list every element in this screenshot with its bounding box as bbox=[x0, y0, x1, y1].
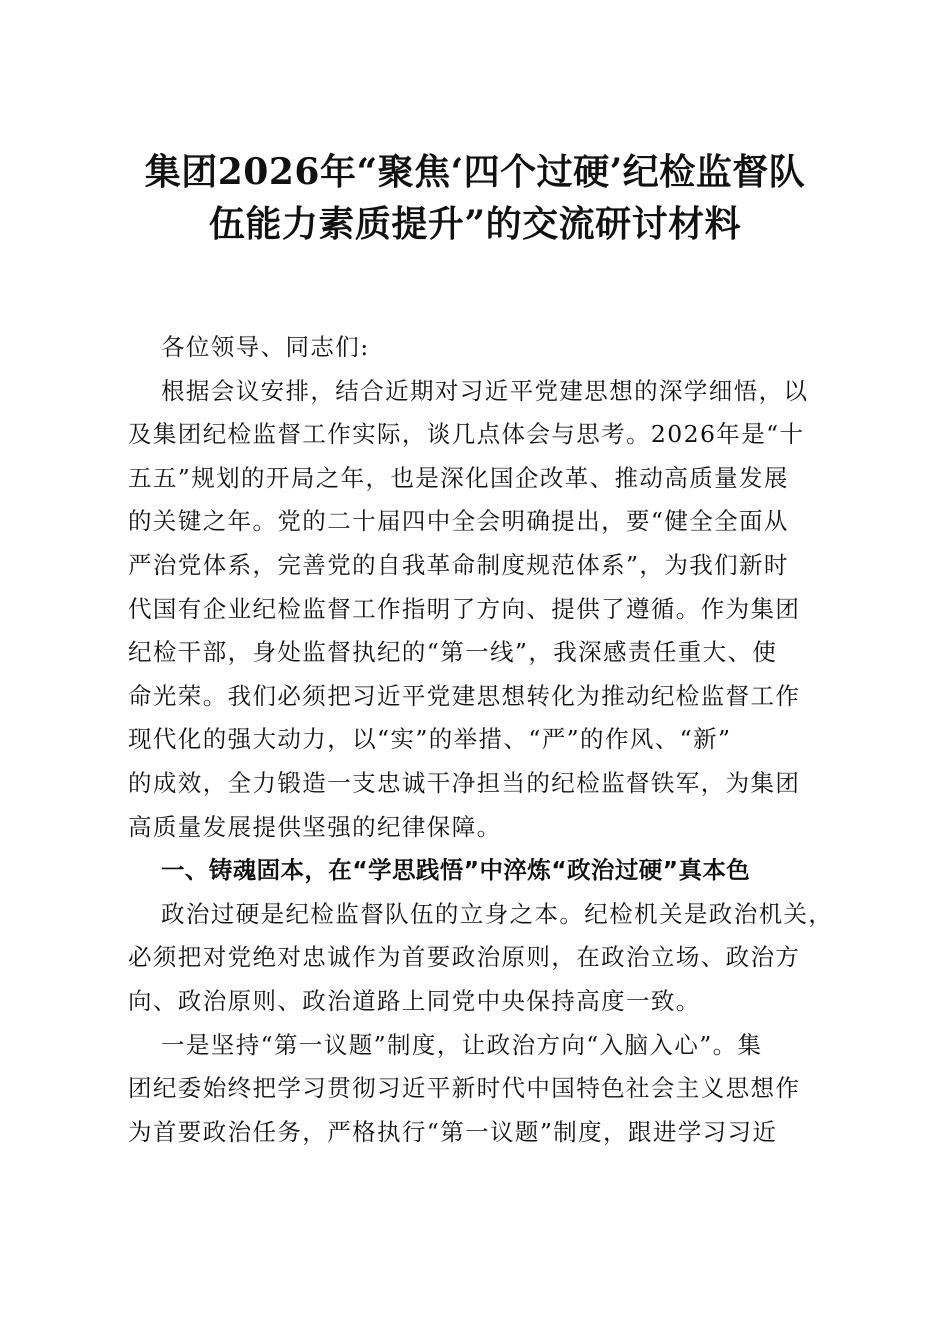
document-body bbox=[128, 326, 838, 1154]
document-title bbox=[120, 146, 830, 250]
text-line: 的成效，全力锻造一支忠诚干净担当的纪检监督铁军，为集团 bbox=[128, 768, 801, 797]
text-line: 现代化的强大动力，以“实”的举措、“严”的作风、“新” bbox=[128, 725, 732, 754]
text-line: 政治过硬是纪检监督队伍的立身之本。纪检机关是政治机关， bbox=[161, 899, 834, 928]
text-line: 向、政治原则、政治道路上同党中央保持高度一致。 bbox=[128, 986, 701, 1015]
title-line: 伍能力素质提升”的交流研讨材料 bbox=[208, 203, 742, 245]
text-line: 及集团纪检监督工作实际，谈几点体会与思考。2026年是“十 bbox=[128, 420, 805, 449]
paragraph-first-point bbox=[128, 1024, 838, 1155]
text-line: 团纪委始终把学习贯彻习近平新时代中国特色社会主义思想作 bbox=[128, 1074, 801, 1103]
text-line: 一是坚持“第一议题”制度，让政治方向“入脑入心”。集 bbox=[161, 1030, 763, 1059]
text-line: 代国有企业纪检监督工作指明了方向、提供了遵循。作为集团 bbox=[128, 594, 801, 623]
section-heading: 一、铸魂固本，在“学思践悟”中淬炼“政治过硬”真本色 bbox=[161, 856, 751, 885]
paragraph-intro bbox=[128, 370, 838, 850]
text-line: 命光荣。我们必须把习近平党建思想转化为推动纪检监督工作 bbox=[128, 681, 801, 710]
paragraph-political bbox=[128, 893, 838, 1024]
text-line: 的关键之年。党的二十届四中全会明确提出，要“健全全面从 bbox=[128, 507, 789, 536]
text-line: 根据会议安排，结合近期对习近平党建思想的深学细悟，以 bbox=[161, 376, 809, 405]
text-line: 严治党体系，完善党的自我革命制度规范体系”，为我们新时 bbox=[128, 550, 789, 579]
text-line: 必须把对党绝对忠诚作为首要政治原则，在政治立场、政治方 bbox=[128, 943, 801, 972]
title-line: 集团2026年“聚焦‘四个过硬’纪检监督队 bbox=[144, 151, 806, 193]
text-line: 五五”规划的开局之年，也是深化国企改革、推动高质量发展 bbox=[128, 463, 789, 492]
text-line: 纪检干部，身处监督执纪的“第一线”，我深感责任重大、使 bbox=[128, 638, 778, 667]
text-line: 高质量发展提供坚强的纪律保障。 bbox=[128, 812, 502, 841]
salutation: 各位领导、同志们: bbox=[161, 333, 370, 361]
text-line: 为首要政治任务，严格执行“第一议题”制度，跟进学习习近 bbox=[128, 1117, 778, 1146]
